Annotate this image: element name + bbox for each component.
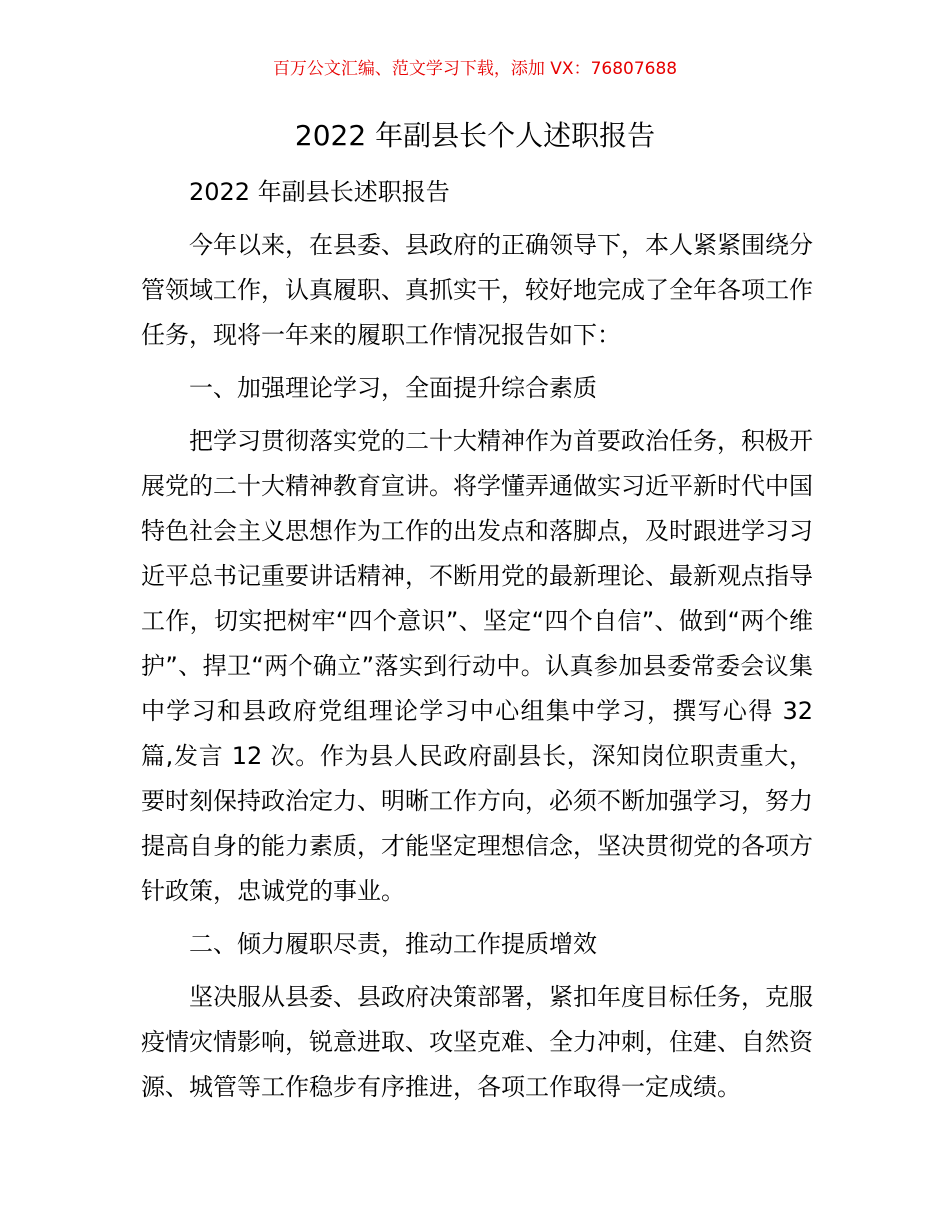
document-title: 2022 年副县长个人述职报告: [294, 119, 656, 152]
document-subtitle: 2022 年副县长述职报告: [189, 178, 450, 206]
section-heading-1: 一、加强理论学习，全面提升综合素质: [189, 374, 597, 402]
paragraph-intro: 今年以来，在县委、县政府的正确领导下，本人紧紧围绕分管领域工作，认真履职、真抓实干，较好地完成了全年各项工作任务，现将一年来的履职工作情况报告如下：: [141, 231, 813, 349]
paragraph-section-2: 坚决服从县委、县政府决策部署，紧扣年度目标任务，克服疫情灾情影响，锐意进取、攻坚克难、全力冲刺，住建、自然资源、城管等工作稳步有序推进，各项工作取得一定成绩。: [141, 983, 813, 1101]
paragraph-section-1: 把学习贯彻落实党的二十大精神作为首要政治任务，积极开展党的二十大精神教育宣讲。将学懂弄通做实习近平新时代中国特色社会主义思想作为工作的出发点和落脚点，及时跟进学习习近平总书记重要讲话精神，不断用党的最新理论、最新观点指导工作，切实把树牢“四个意识”、坚定“四个自信”、做到“两个维护”、捍卫“两个确立”落实到行动中。认真参加县委常委会议集中学习和县政府党组理论学习中心组集中学习，撰写心得 32 篇,发言 12 次。作为县人民政府副县长，深知岗位职责重大，要时刻保持政治定力、明晰工作方向，必须不断加强学习，努力提高自身的能力素质，才能坚定理想信念，坚决贯彻党的各项方针政策，忠诚党的事业。: [141, 427, 813, 905]
header-promo-note: 百万公文汇编、范文学习下载，添加 VX：76807688: [272, 59, 678, 79]
section-heading-2: 二、倾力履职尽责，推动工作提质增效: [189, 930, 597, 958]
document-body: [141, 170, 813, 1118]
